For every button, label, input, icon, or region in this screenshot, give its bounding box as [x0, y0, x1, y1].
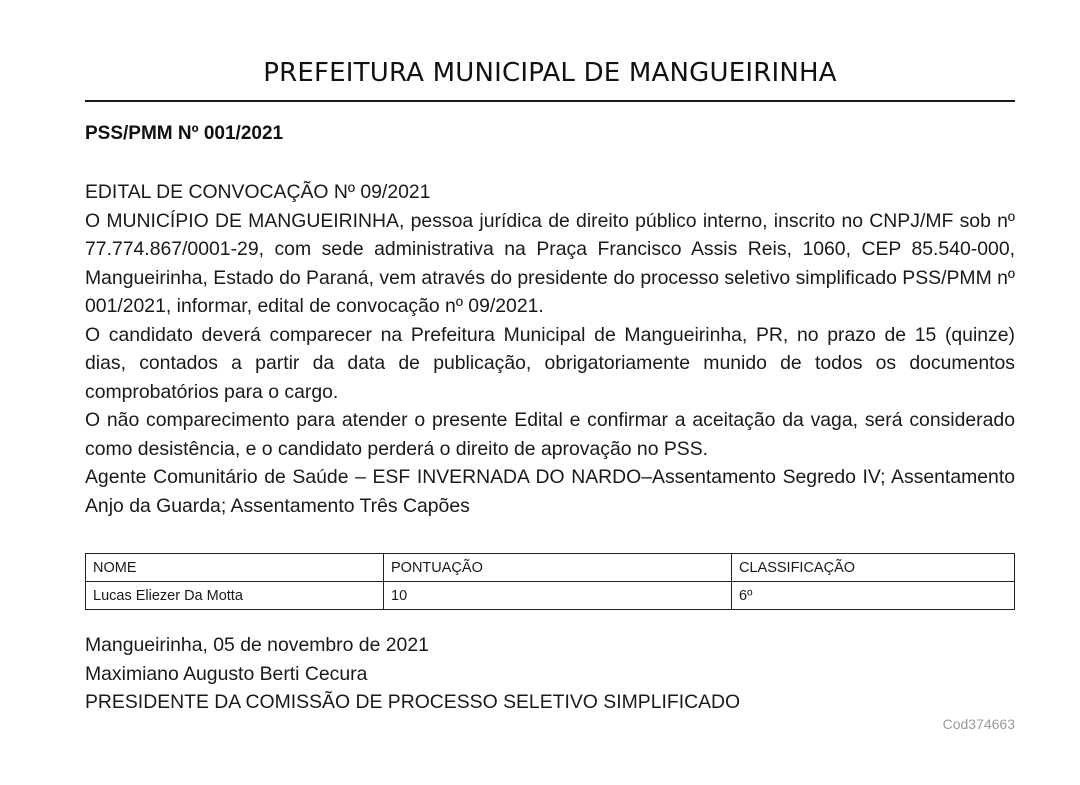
header-classificacao: CLASSIFICAÇÃO [732, 554, 1015, 582]
paragraph-attendance: O candidato deverá comparecer na Prefeitura Municipal de Mangueirinha, PR, no prazo de 15 (quinze) dias, contados a partir da data de publicação, obrigatoriamente munido de todos os documentos comprobatórios para o cargo. [85, 323, 1015, 403]
header-nome: NOME [86, 554, 384, 582]
document-code: PSS/PMM Nº 001/2021 [85, 123, 284, 144]
publication-code: Cod374663 [942, 716, 1015, 732]
signer-role: PRESIDENTE DA COMISSÃO DE PROCESSO SELETIVO SIMPLIFICADO [85, 691, 741, 713]
header-divider [85, 100, 1015, 102]
header-pontuacao: PONTUAÇÃO [384, 554, 732, 582]
page-title: PREFEITURA MUNICIPAL DE MANGUEIRINHA [263, 58, 837, 88]
table-header-row [86, 554, 1015, 582]
candidate-table [85, 553, 1015, 610]
edital-title: EDITAL DE CONVOCAÇÃO Nº 09/2021 [85, 181, 431, 203]
document-page [85, 0, 1015, 785]
paragraph-position: Agente Comunitário de Saúde – ESF INVERNADA DO NARDO–Assentamento Segredo IV; Assentamento Anjo da Guarda; Assentamento Três Capões [85, 466, 1015, 517]
signature-block [85, 631, 740, 717]
cell-nome: Lucas Eliezer Da Motta [86, 582, 384, 610]
place-date: Mangueirinha, 05 de novembro de 2021 [85, 634, 429, 656]
cell-pontuacao: 10 [384, 582, 732, 610]
signer-name: Maximiano Augusto Berti Cecura [85, 662, 368, 685]
paragraph-municipality: O MUNICÍPIO DE MANGUEIRINHA, pessoa jurídica de direito público interno, inscrito no CNPJ/MF sob nº 77.774.867/0001-29, com sede administrativa na Praça Francisco Assis Reis, 1060, CEP 85.540-000, Mangueirinha, Estado do Paraná, vem através do presidente do processo seletivo simplificado PSS/PMM nº 001/2021, informar, edital de convocação nº 09/2021. [85, 209, 1015, 317]
table-row [86, 582, 1015, 610]
paragraph-withdrawal: O não comparecimento para atender o presente Edital e confirmar a aceitação da vaga, será considerado como desistência, e o candidato perderá o direito de aprovação no PSS. [85, 409, 1015, 460]
cell-classificacao: 6º [732, 582, 1015, 610]
document-body [85, 178, 1015, 520]
